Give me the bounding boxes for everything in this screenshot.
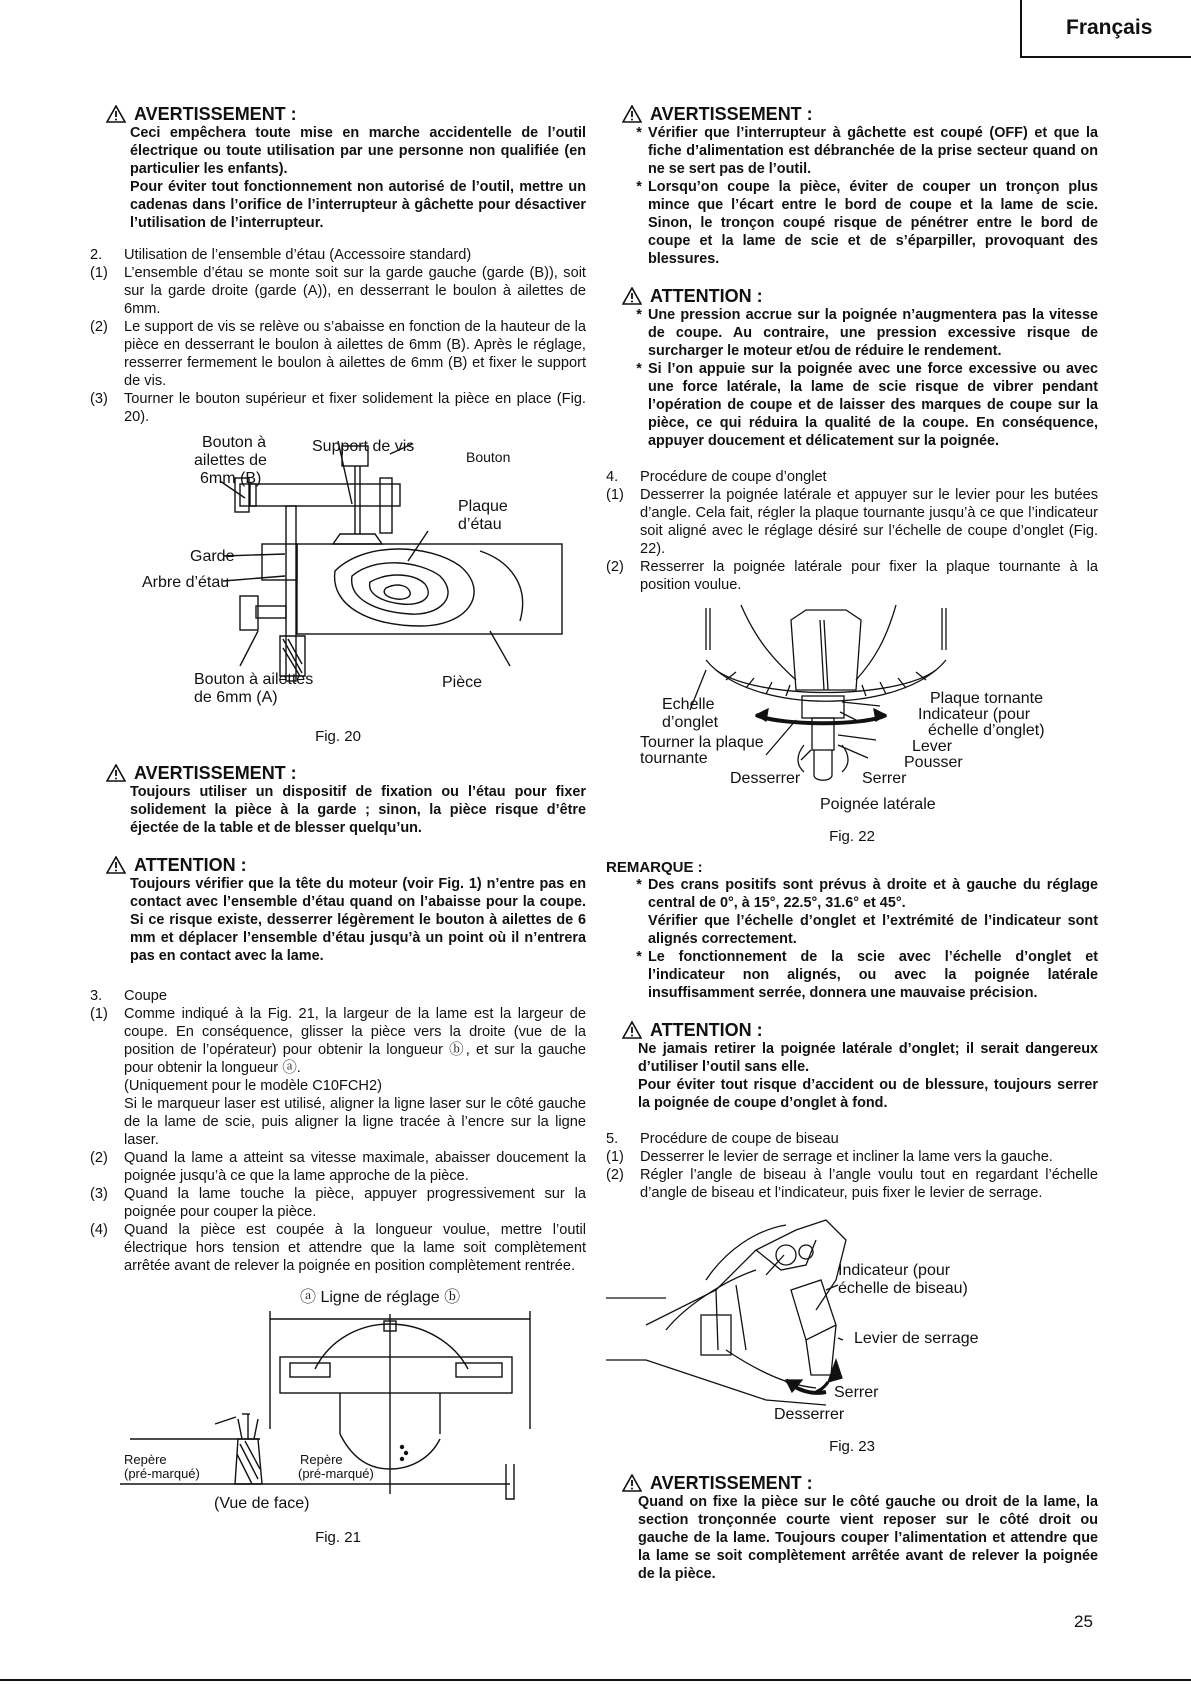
bullet-item: * Vérifier que l’interrupteur à gâchette est coupé (OFF) et que la fiche d’alimentation est débranchée de la prise secteur quand on ne se sert pas de l’outil. [636,125,1098,177]
fig22-label: Serrer [862,770,907,787]
bullet-item: * Si l’on appuie sur la poignée avec une force excessive ou avec une force latérale, la lame de scie risque de vibrer pendant l’opération de coupe et de laisser des marques de coupe sur la pièce, ce qui réduira la qualité de la coupe. En conséquence, appuyer doucement et délicatement sur la poignée. [636,361,1098,449]
fig20-label: Bouton à ailettes [194,671,314,688]
list-item: (2) Quand la lame a atteint sa vitesse maximale, abaisser doucement la poignée jusqu’à ce que la lame approche de la pièce. [90,1150,586,1184]
fig21-label: (pré-marqué) [298,1466,374,1481]
fig20-label: Bouton à [202,434,267,451]
fig20-label: Support de vis [312,438,415,455]
warning-triangle-icon [622,105,642,123]
section-heading: 4. Procédure de coupe d’onglet [606,469,827,485]
fig21-label: (Vue de face) [214,1495,310,1512]
bullet-item: * Le fonctionnement de la scie avec l’échelle d’onglet et l’indicateur non alignés, ou avec la poignée latérale insuffisamment serrée, donnera une mauvaise précision. [636,949,1098,1001]
fig20-label: Garde [190,548,235,565]
fig22-label: d’onglet [662,714,719,731]
warning-heading: AVERTISSEMENT : [106,763,586,783]
fig23-label: échelle de biseau) [838,1280,968,1297]
fig20-label: Arbre d’étau [142,574,230,591]
fig21-label: Repère [300,1452,343,1467]
fig22-label: Plaque tornante [930,690,1043,707]
fig20-label: ailettes de [194,452,267,469]
list-item: (2) Le support de vis se relève ou s’abaisse en fonction de la hauteur de la pièce en desserrant le boulon à ailettes de 6mm (B). Après le réglage, resserrer fermement le boulon à ailettes de 6mm (B) et fixer le support de vis. [90,319,586,389]
fig23-label: Indicateur (pour [838,1262,951,1279]
fig20-label: Plaque [458,498,508,515]
fig23-label: Levier de serrage [854,1330,979,1347]
warning-text: Quand on fixe la pièce sur le côté gauche ou droit de la lame, la section tronçonnée courte vient reposer sur le côté droit ou gauche de la lame. Toujours couper l’alimentation et attendre que la lame se soit complètement arrêtée avant de relever la poignée de la pièce. [638,1494,1098,1582]
list-item: (4) Quand la pièce est coupée à la longueur voulue, mettre l’outil électrique hors tension et attendre que la lame soit complètement arrêtée avant de relever la poignée en position complètement rentrée. [90,1222,586,1274]
language-tab [1020,0,1191,58]
figure-22 [606,600,1098,818]
fig22-label: Tourner la plaque [640,734,764,751]
vise-diagram [90,426,586,686]
fig22-label: Desserrer [730,770,801,787]
figure-20 [90,426,586,716]
fig22-label: Lever [912,738,953,755]
list-item: (1) Desserrer le levier de serrage et incliner la lame vers la gauche. [606,1149,1053,1165]
fig22-label: Poignée latérale [820,796,936,813]
right-column [606,104,1098,1583]
fig20-label: Bouton [466,449,511,465]
caution-heading: ATTENTION : [622,1020,1098,1040]
section-heading: 2. Utilisation de l’ensemble d’étau (Accessoire standard) [90,247,472,263]
page-bottom-rule [0,1679,1191,1681]
list-item: (3) Quand la lame touche la pièce, appuyer progressivement sur la poignée pour couper la pièce. [90,1186,586,1220]
list-item: (1) Desserrer la poignée latérale et appuyer sur le levier pour les butées d’angle. Cela fait, régler la plaque tournante jusqu’à ce que l’indicateur soit aligné avec le réglage désiré sur l’échelle de coupe d’onglet (Fig. 22). [606,487,1098,557]
warning-heading: AVERTISSEMENT : [622,1473,1098,1493]
fig22-label: Indicateur (pour [918,706,1031,723]
fig23-label: Desserrer [774,1406,845,1423]
figure-caption: Fig. 20 [315,728,361,745]
warning-triangle-icon [622,287,642,305]
fig23-label: Serrer [834,1384,879,1401]
warning-text: Toujours utiliser un dispositif de fixation ou l’étau pour fixer solidement la pièce à la garde ; sinon, la pièce risque d’être éjectée de la table et de blesser quelqu’un. [130,784,586,836]
list-item: (3) Tourner le bouton supérieur et fixer solidement la pièce en place (Fig. 20). [90,391,586,425]
fig22-label: tournante [640,750,708,767]
language-label: Français [1066,16,1153,39]
fig21-label: Repère [124,1452,167,1467]
warning-text: Pour éviter tout fonctionnement non autorisé de l’outil, mettre un cadenas dans l’orifice de l’interrupteur à gâchette pour désactiver l’utilisation de l’interrupteur. [130,179,586,231]
fig22-label: Echelle [662,696,715,713]
fig21-label: (pré-marqué) [124,1466,200,1481]
list-item: (1) Comme indiqué à la Fig. 21, la largeur de la lame est la largeur de coupe. En conséquence, glisser la pièce vers la droite (vue de la position de l’opérateur) pour obtenir la longueur ⓑ, et sur la gauche pour obtenir la longueur ⓐ. (Uniquement pour le modèle C10FCH2) Si le marqueur laser est utilisé, aligner la ligne laser sur le côté gauche de la lame de scie, puis aligner la ligne tracée à l’encre sur la ligne laser. [90,1006,586,1148]
caution-heading: ATTENTION : [622,286,1098,306]
list-item: (2) Resserrer la poignée latérale pour fixer la plaque tournante à la position voulue. [606,559,1098,593]
section-heading: 3. Coupe [90,988,168,1004]
page-number: 25 [1074,1612,1093,1631]
warning-triangle-icon [106,764,126,782]
warning-text: Ceci empêchera toute mise en marche accidentelle de l’outil électrique ou toute utilisation par une personne non qualifiée (en particulier les enfants). [130,125,586,177]
warning-triangle-icon [622,1021,642,1039]
fig20-label: de 6mm (A) [194,689,278,706]
caution-text: Toujours vérifier que la tête du moteur (voir Fig. 1) n’entre pas en contact avec l’ensemble d’étau quand on l’abaisse pour la coupe. Si ce risque existe, desserrer légèrement le bouton à ailettes de 6 mm et déplacer l’ensemble d’étau jusqu’à un point où il n’entrera pas en contact avec la lame. [130,876,586,964]
bullet-item: * Lorsqu’on coupe la pièce, éviter de couper un tronçon plus mince que l’écart entre le bord de coupe et la lame de scie. Sinon, le tronçon coupé risque de pénétrer entre le bord de coupe et la lame de scie et de s’éparpiller, provoquant des blessures. [636,179,1098,267]
warning-triangle-icon [622,1474,642,1492]
section-heading: 5. Procédure de coupe de biseau [606,1131,839,1147]
warning-triangle-icon [106,105,126,123]
left-column [90,104,586,1546]
fig21-label: Ligne de réglage [320,1289,440,1306]
figure-caption: Fig. 23 [829,1438,875,1455]
fig20-label: d’étau [458,516,502,533]
list-item: (1) L’ensemble d’étau se monte soit sur la garde gauche (garde (B)), soit sur la garde droite (garde (A)), en desserrant le boulon à ailettes de 6mm. [90,265,586,317]
cutting-diagram [90,1289,586,1529]
caution-heading: ATTENTION : [106,855,586,875]
fig22-label: Pousser [904,754,963,771]
fig20-label: Pièce [442,674,483,691]
bullet-item: * Des crans positifs sont prévus à droite et à gauche du réglage central de 0°, à 15°, 22.5°, 31.6° et 45°. Vérifier que l’échelle d’onglet et l’extrémité de l’indicateur sont alignés correctement. [636,877,1098,947]
fig20-label: 6mm (B) [200,470,262,487]
warning-heading: AVERTISSEMENT : [106,104,586,124]
figure-23 [606,1210,1098,1424]
warning-heading: AVERTISSEMENT : [622,104,1098,124]
caution-text: Ne jamais retirer la poignée latérale d’onglet; il serait dangereux d’utiliser l’outil sans elle. [638,1041,1098,1075]
fig22-label: échelle d’onglet) [928,722,1045,739]
bullet-item: * Une pression accrue sur la poignée n’augmentera pas la vitesse de coupe. Au contraire, une pression excessive risque de surcharger le moteur et/ou de réduire le rendement. [636,307,1098,359]
figure-caption: Fig. 21 [315,1529,361,1546]
caution-text: Pour éviter tout risque d’accident ou de blessure, toujours serrer la poignée de coupe d’onglet à fond. [638,1077,1098,1111]
warning-triangle-icon [106,856,126,874]
list-item: (2) Régler l’angle de biseau à l’angle voulu tout en regardant l’échelle d’angle de biseau et l’indicateur, puis fixer le levier de serrage. [606,1167,1098,1201]
figure-caption: Fig. 22 [829,828,875,845]
length-b-marker: ⓑ [444,1289,461,1306]
figure-21 [90,1289,586,1529]
length-a-marker: ⓐ [300,1289,317,1306]
note-heading: REMARQUE : [606,859,703,876]
